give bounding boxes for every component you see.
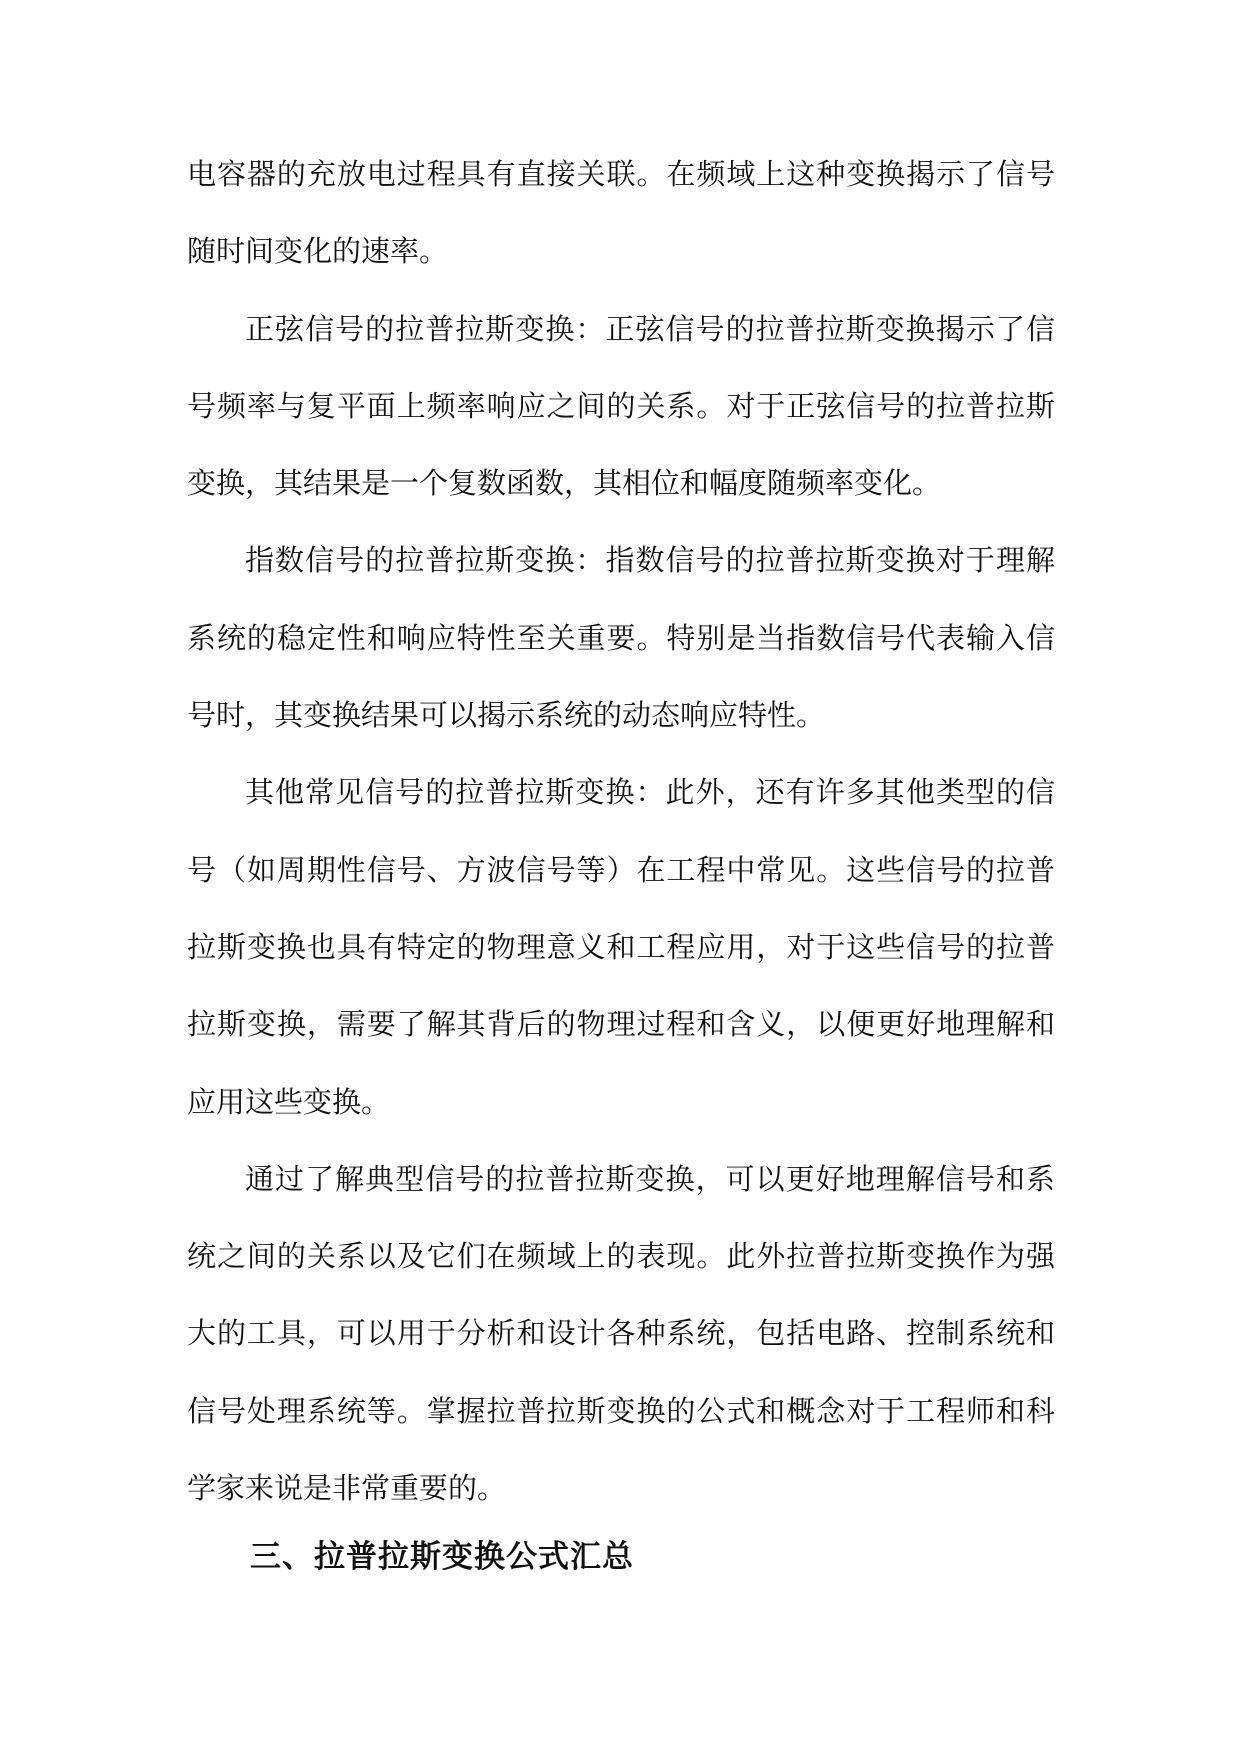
section-heading: 三、拉普拉斯变换公式汇总: [250, 1539, 634, 1575]
paragraph-capacitor-continuation: 电容器的充放电过程具有直接关联。在频域上这种变换揭示了信号随时间变化的速率。: [187, 157, 1055, 269]
paragraph-other-signals: 其他常见信号的拉普拉斯变换：此外，还有许多其他类型的信号（如周期性信号、方波信号等）在工程中常见。这些信号的拉普拉斯变换也具有特定的物理意义和工程应用，对于这些信号的拉普拉斯变换，需要了解其背后的物理过程和含义，以便更好地理解和应用这些变换。: [187, 775, 1055, 1119]
paragraph-sine-signal: 正弦信号的拉普拉斯变换：正弦信号的拉普拉斯变换揭示了信号频率与复平面上频率响应之间的关系。对于正弦信号的拉普拉斯变换，其结果是一个复数函数，其相位和幅度随频率变化。: [187, 311, 1055, 501]
paragraph-summary: 通过了解典型信号的拉普拉斯变换，可以更好地理解信号和系统之间的关系以及它们在频域上的表现。此外拉普拉斯变换作为强大的工具，可以用于分析和设计各种系统，包括电路、控制系统和信号处理系统等。掌握拉普拉斯变换的公式和概念对于工程师和科学家来说是非常重要的。: [187, 1161, 1055, 1506]
paragraph-exponential-signal: 指数信号的拉普拉斯变换：指数信号的拉普拉斯变换对于理解系统的稳定性和响应特性至关重要。特别是当指数信号代表输入信号时，其变换结果可以揭示系统的动态响应特性。: [187, 543, 1055, 733]
document-body: [187, 136, 1055, 1527]
